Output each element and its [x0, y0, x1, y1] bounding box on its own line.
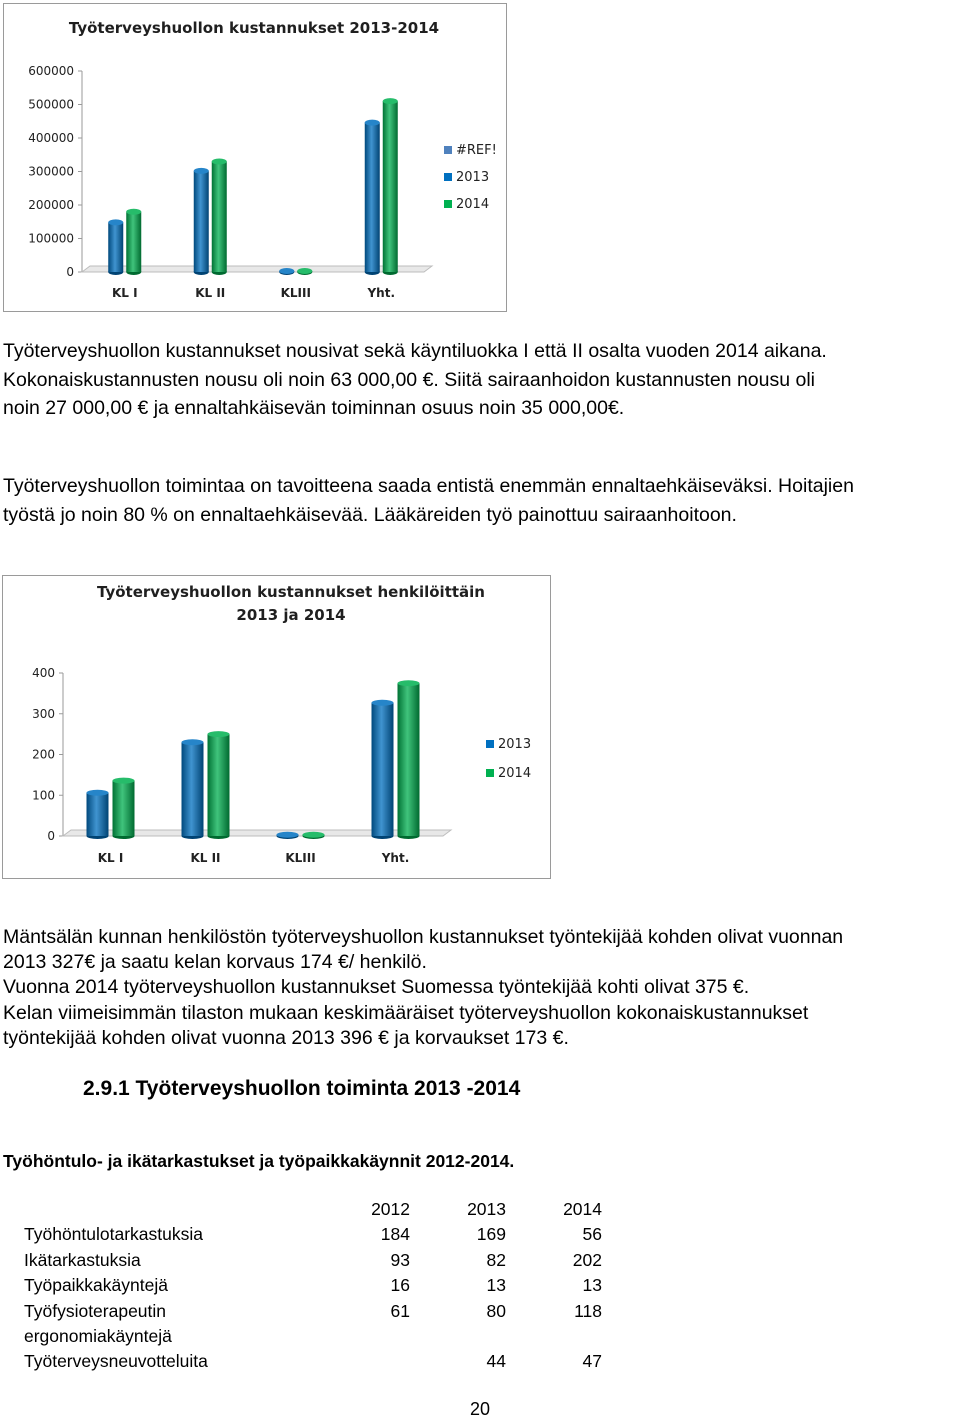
legend-swatch — [486, 740, 494, 748]
paragraph-per-employee-costs — [3, 925, 843, 1051]
x-tick-label: KL I — [97, 851, 124, 865]
bar-top — [113, 778, 135, 784]
bar-top — [297, 268, 312, 274]
table-row — [20, 1249, 602, 1274]
table-header-cell: 2014 — [563, 1199, 602, 1219]
legend-label: 2013 — [456, 170, 490, 185]
table-cell — [410, 1325, 506, 1350]
bar-top — [372, 700, 394, 706]
table-row — [20, 1325, 602, 1350]
y-tick-label: 100 — [32, 788, 55, 803]
bar — [383, 101, 398, 272]
bar — [372, 703, 394, 836]
table-cell: 61 — [390, 1300, 410, 1321]
bar — [182, 742, 204, 836]
table-cell: Työpaikkakäyntejä — [24, 1275, 168, 1296]
costs-chart — [3, 3, 507, 312]
table-cell: Ikätarkastuksia — [24, 1249, 141, 1270]
paragraph-line: noin 27 000,00 € ja ennaltahkäisevän toiminnan osuus noin 35 000,00€. — [3, 397, 625, 420]
bar-top — [208, 731, 230, 737]
bar — [194, 171, 209, 272]
x-tick-label: KL I — [111, 286, 138, 300]
table-cell — [314, 1325, 410, 1350]
table-cell: 202 — [572, 1249, 602, 1270]
y-tick-label: 0 — [66, 265, 74, 279]
legend-swatch — [486, 769, 494, 777]
table-cell: 169 — [476, 1224, 506, 1245]
y-tick-label: 600000 — [28, 64, 74, 78]
y-tick-label: 200 — [32, 747, 55, 762]
per-person-costs-chart — [2, 575, 551, 879]
y-tick-label: 400 — [32, 666, 55, 680]
x-tick-label: KL II — [195, 286, 226, 300]
table-cell — [506, 1325, 602, 1350]
bar — [108, 222, 123, 272]
bar-top — [398, 680, 420, 686]
table-cell: Työfysioterapeutin — [24, 1300, 167, 1321]
x-tick-label: KL II — [190, 851, 221, 865]
page-number: 20 — [469, 1399, 491, 1419]
y-tick-label: 500000 — [28, 97, 74, 112]
table-cell: 44 — [486, 1351, 506, 1372]
table-row — [20, 1350, 602, 1375]
paragraph-line: työstä jo noin 80 % on ennaltaehkäisevää. Lääkäreiden työ painottuu sairaanhoitoon. — [3, 503, 737, 526]
table-subheading: Työhöntulo- ja ikätarkastukset ja työpaikkakäynnit 2012-2014. — [3, 1151, 515, 1171]
chart-title: Työterveyshuollon kustannukset henkilöittäin — [97, 583, 485, 601]
table-cell: Työterveysneuvotteluita — [24, 1351, 208, 1372]
paragraph-line: Mäntsälän kunnan henkilöstön työterveyshuollon kustannukset työntekijää kohden olivat vuonnan — [3, 926, 844, 948]
paragraph-line: Työterveyshuollon kustannukset nousivat sekä käyntiluokka I että II osalta vuoden 2014 aikana. — [3, 340, 827, 362]
legend-swatch — [444, 173, 452, 181]
bar — [87, 793, 109, 836]
bar-top — [303, 832, 325, 838]
table-cell: 82 — [486, 1249, 506, 1270]
bar-top — [212, 158, 227, 164]
bar-top — [277, 832, 299, 838]
legend-label: 2014 — [456, 197, 490, 212]
bar-top — [108, 219, 123, 225]
costs-chart-svg — [4, 4, 508, 313]
legend-swatch — [444, 200, 452, 208]
per-person-costs-chart-svg — [3, 576, 552, 880]
y-tick-label: 0 — [47, 829, 55, 843]
table-cell: 118 — [574, 1300, 602, 1321]
bar-top — [365, 120, 380, 126]
chart-subtitle: 2013 ja 2014 — [236, 606, 346, 624]
x-tick-label: KLIII — [285, 851, 316, 865]
inspections-table — [20, 1198, 602, 1376]
y-tick-label: 400000 — [28, 131, 74, 145]
bar-top — [87, 790, 109, 796]
y-tick-label: 300000 — [28, 164, 74, 179]
paragraph-cost-increase — [3, 337, 827, 423]
bar-top — [182, 739, 204, 745]
table-cell: 47 — [582, 1351, 602, 1372]
table-cell — [314, 1350, 410, 1375]
table-header-cell — [20, 1198, 314, 1223]
bar-top — [383, 98, 398, 104]
bar-top — [126, 209, 141, 215]
legend-swatch — [444, 146, 452, 154]
x-tick-label: Yht. — [381, 851, 410, 865]
paragraph-line: Vuonna 2014 työterveyshuollon kustannukset Suomessa työntekijää kohti olivat 375 €. — [3, 976, 750, 999]
bar-top — [194, 168, 209, 174]
table-cell: 93 — [390, 1249, 410, 1270]
table-cell: 184 — [380, 1224, 410, 1245]
table-header-cell: 2013 — [467, 1199, 506, 1219]
table-row — [20, 1223, 602, 1248]
paragraph-line: Työterveyshuollon toimintaa on tavoitteena saada entistä enemmän ennaltaehkäiseväksi. Hoitajien — [3, 475, 854, 497]
table-header-row — [20, 1198, 602, 1223]
bar — [126, 212, 141, 272]
legend-label: #REF! — [456, 143, 497, 158]
table-cell: 56 — [582, 1224, 602, 1245]
bar — [398, 683, 420, 836]
paragraph-line: 2013 327€ ja saatu kelan korvaus 174 €/ henkilö. — [3, 951, 427, 974]
paragraph-line: Kelan viimeisimmän tilaston mukaan keskimääräiset työterveyshuollon kokonaiskustannukset — [3, 1001, 809, 1024]
table-cell: 13 — [582, 1275, 602, 1296]
table-header-cell: 2012 — [371, 1199, 410, 1219]
bar — [365, 123, 380, 272]
table-row — [20, 1300, 602, 1325]
table-cell: Työhöntulotarkastuksia — [24, 1224, 203, 1245]
bar — [212, 161, 227, 272]
bar-top — [279, 268, 294, 274]
paragraph-line: työntekijää kohden olivat vuonna 2013 396 € ja korvaukset 173 €. — [3, 1026, 569, 1049]
table-cell: 16 — [390, 1275, 410, 1296]
bar — [113, 781, 135, 836]
y-tick-label: 200000 — [28, 198, 74, 212]
paragraph-line: Kokonaiskustannusten nousu oli noin 63 000,00 €. Siitä sairaanhoidon kustannusten nousu oli — [3, 368, 816, 391]
table-row — [20, 1274, 602, 1299]
bar — [208, 734, 230, 836]
section-heading: 2.9.1 Työterveyshuollon toiminta 2013 -2014 — [83, 1077, 521, 1100]
y-tick-label: 100000 — [28, 231, 74, 246]
y-tick-label: 300 — [32, 706, 55, 721]
chart-title: Työterveyshuollon kustannukset 2013-2014 — [68, 19, 440, 37]
table-cell: 80 — [486, 1300, 506, 1321]
legend-label: 2014 — [498, 766, 532, 781]
x-tick-label: Yht. — [367, 286, 396, 300]
legend-label: 2013 — [498, 737, 532, 752]
table-cell: 13 — [486, 1275, 506, 1296]
table-cell: ergonomiakäyntejä — [24, 1325, 172, 1346]
paragraph-prevention-goal — [3, 472, 854, 529]
x-tick-label: KLIII — [280, 286, 311, 300]
